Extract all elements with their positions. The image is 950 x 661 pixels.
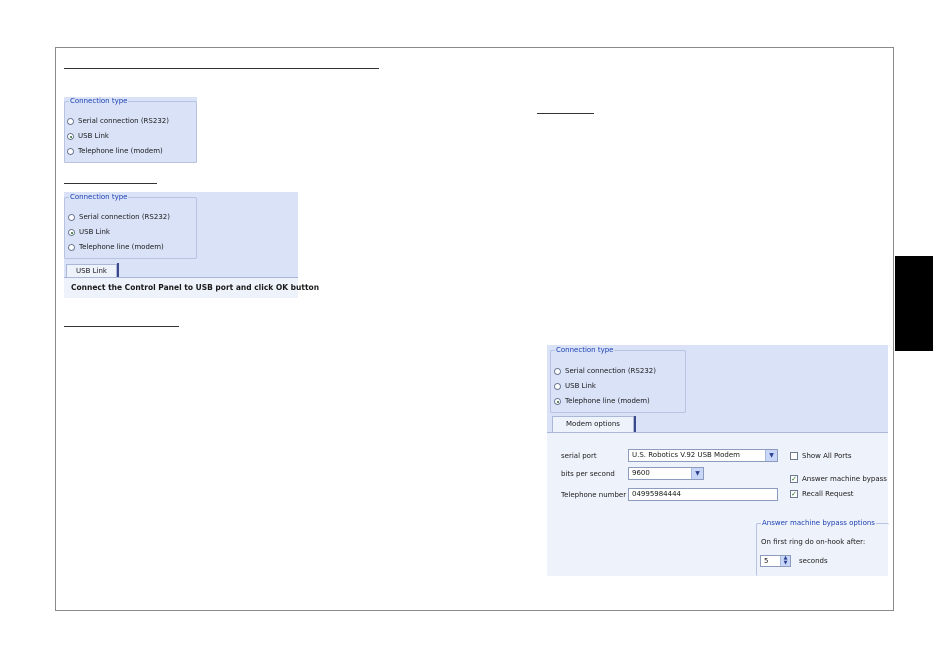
radio-selected-icon [67,133,74,140]
connection-panel-a [64,97,197,163]
show-all-ports-checkbox[interactable] [790,452,798,460]
radio-label: USB Link [79,228,110,236]
telephone-number-label: Telephone number [561,491,627,499]
bits-per-second-label: bits per second [561,470,615,478]
tab-modem-options[interactable]: Modem options [552,416,634,432]
radio-usb[interactable] [67,132,109,141]
radio-label: Telephone line (modem) [78,147,163,155]
radio-serial[interactable] [68,213,170,222]
heading-rule-3 [64,326,179,327]
radio-label: Telephone line (modem) [565,397,650,405]
show-all-ports-label: Show All Ports [802,452,852,460]
radio-icon [68,244,75,251]
radio-icon [68,214,75,221]
seconds-label: seconds [799,557,828,565]
radio-usb[interactable] [554,382,596,391]
bits-per-second-value: 9600 [632,469,650,477]
checkmark-icon: ✓ [791,475,797,483]
checkmark-icon: ✓ [791,490,797,498]
radio-selected-icon [68,229,75,236]
radio-label: Serial connection (RS232) [79,213,170,221]
radio-icon [67,148,74,155]
radio-icon [67,118,74,125]
group-title: Connection type [70,97,128,105]
radio-label: USB Link [565,382,596,390]
radio-telephone[interactable] [67,147,163,156]
radio-icon [554,383,561,390]
seconds-spinner[interactable] [760,555,791,567]
radio-label: Telephone line (modem) [79,243,164,251]
group-title: Answer machine bypass options [762,519,875,527]
radio-label: Serial connection (RS232) [565,367,656,375]
tab-strip [552,416,636,432]
radio-icon [554,368,561,375]
onhook-label: On first ring do on-hook after: [761,538,866,546]
radio-label: Serial connection (RS232) [78,117,169,125]
chevron-down-icon[interactable]: ▼ [691,468,703,479]
usb-instruction-text: Connect the Control Panel to USB port and click OK button [71,283,320,292]
tab-usb-link[interactable]: USB Link [66,264,117,278]
radio-selected-icon [554,398,561,405]
thumb-index-tab [895,256,933,351]
radio-telephone[interactable] [68,243,164,252]
group-title: Connection type [556,346,614,354]
answer-bypass-label: Answer machine bypass [802,475,887,483]
connection-panel-c [547,345,888,575]
seconds-value: 5 [764,556,769,565]
chevron-down-icon[interactable]: ▼ [765,450,777,461]
recall-request-label: Recall Request [802,490,854,498]
telephone-number-input[interactable] [628,488,778,501]
radio-telephone[interactable] [554,397,650,406]
serial-port-select[interactable] [628,449,778,462]
heading-rule-4 [537,113,594,114]
radio-serial[interactable] [67,117,169,126]
recall-request-checkbox[interactable] [790,490,798,498]
answer-bypass-checkbox[interactable] [790,475,798,483]
tab-divider [634,416,636,432]
heading-rule-2 [64,183,157,184]
connection-panel-b [64,192,320,297]
group-title: Connection type [70,193,128,201]
spin-updown-icon[interactable]: ▲ ▼ [780,556,790,566]
radio-usb[interactable] [68,228,110,237]
serial-port-label: serial port [561,452,597,460]
serial-port-value: U.S. Robotics V.92 USB Modem [632,451,740,459]
bits-per-second-select[interactable] [628,467,704,480]
radio-label: USB Link [78,132,109,140]
heading-rule-1 [64,68,379,69]
telephone-number-value: 04995984444 [632,490,681,498]
radio-serial[interactable] [554,367,656,376]
bypass-options-group [756,519,889,576]
